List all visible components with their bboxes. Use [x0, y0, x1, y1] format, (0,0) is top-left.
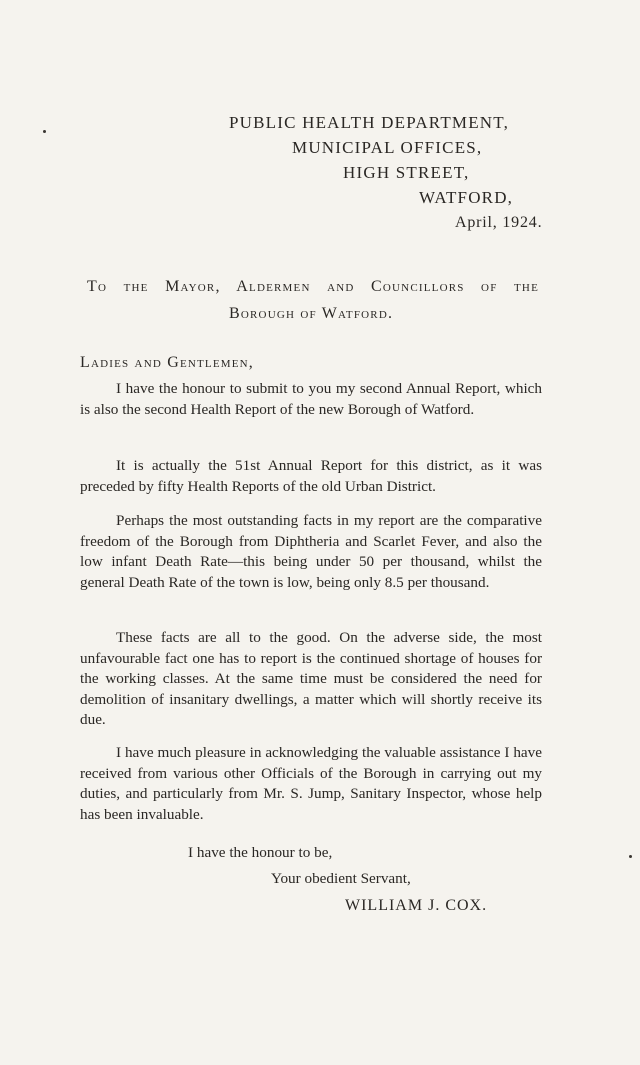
address-line-2: Borough of Watford.	[229, 305, 394, 322]
header-town: WATFORD,	[419, 188, 514, 207]
salutation: Ladies and Gentlemen,	[80, 354, 255, 371]
closing-line-2: Your obedient Servant,	[271, 870, 411, 887]
paragraph-5: I have much pleasure in acknowledging the valuable assistance I have received from various other Officials of the Borough in carrying out my duties, and particularly from Mr. S. Jump, Sanitary Inspector, whose help has been invaluable.	[80, 744, 542, 823]
paragraph-1: I have the honour to submit to you my second Annual Report, which is also the second Health Report of the new Borough of Watford.	[80, 380, 542, 418]
paper-speck	[43, 130, 46, 133]
paragraph-3: Perhaps the most outstanding facts in my report are the comparative freedom of the Borough from Diphtheria and Scarlet Fever, and also the low infant Death Rate—this being under 50 per thousand, whilst the general Death Rate of the town is low, being only 8.5 per thousand.	[80, 512, 542, 591]
header-date: April, 1924.	[455, 214, 543, 231]
closing-line-1: I have the honour to be,	[188, 844, 333, 861]
header-department: PUBLIC HEALTH DEPARTMENT,	[229, 113, 510, 132]
address-line-1: To the Mayor, Aldermen and Councillors of the	[87, 278, 539, 295]
paper-speck	[629, 855, 632, 858]
signature: WILLIAM J. COX.	[345, 897, 488, 914]
paragraph-2: It is actually the 51st Annual Report for this district, as it was preceded by fifty Health Reports of the old Urban District.	[80, 457, 542, 495]
header-offices: MUNICIPAL OFFICES,	[292, 138, 483, 157]
header-street: HIGH STREET,	[343, 163, 470, 182]
paragraph-4: These facts are all to the good. On the adverse side, the most unfavourable fact one has to report is the continued shortage of houses for the working classes. At the same time must be considered the need for demolition of insanitary dwellings, a matter which will shortly receive its due.	[80, 629, 542, 728]
